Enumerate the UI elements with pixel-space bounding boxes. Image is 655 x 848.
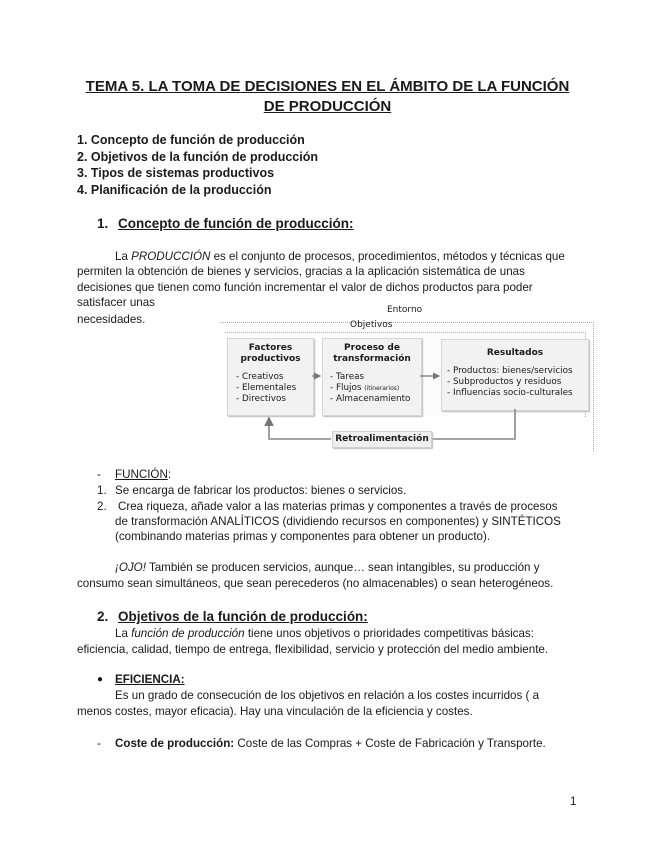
toc-item-4: 4. Planificación de la producción [77, 183, 272, 197]
coste-line [115, 737, 546, 750]
proceso-title-1: Proceso de [344, 343, 400, 353]
page-number: 1 [570, 795, 577, 808]
produccion-para-line-3: decisiones que tienen como función incrementar el valor de dichos productos para poder [77, 281, 533, 294]
page-title-line-1: TEMA 5. LA TOMA DE DECISIONES EN EL ÁMBITO DE LA FUNCIÓN [85, 78, 570, 95]
section-1-number: 1. [97, 216, 109, 231]
objetivos-line-1 [115, 627, 534, 640]
produccion-para-line-5: necesidades. [77, 313, 146, 326]
resultados-item: - Influencias socio-culturales [447, 388, 573, 398]
resultados-item: - Subproductos y residuos [447, 377, 562, 387]
proceso-item: - Tareas [330, 372, 365, 382]
proceso-title-2: transformación [333, 354, 411, 364]
toc-item-1: 1. Concepto de función de producción [77, 133, 305, 147]
para-lead: La [115, 250, 132, 263]
eficiencia-line-1: Es un grado de consecución de los objetivos en relación a los costes incurridos ( a [115, 689, 540, 702]
ojo-line-1 [115, 561, 540, 574]
coste-label: Coste de producción: [115, 737, 235, 750]
funcion-bullet: - [97, 468, 101, 481]
section-2-number: 2. [97, 609, 109, 624]
funcion-heading [115, 468, 171, 481]
flujos-note: (itinerarios) [364, 385, 400, 392]
coste-bullet: - [97, 737, 101, 750]
entorno-label: Entorno [387, 305, 423, 315]
feedback-line-left [269, 418, 331, 439]
ojo-line1-rest: También se producen servicios, aunque… sean intangibles, su producción y [148, 561, 540, 574]
section-1-title: Concepto de función de producción: [118, 216, 354, 231]
para-line1-rest: es el conjunto de procesos, procedimientos, métodos y técnicas que [213, 250, 565, 263]
eficiencia-heading: EFICIENCIA: [115, 673, 185, 686]
coste-text: Coste de las Compras + Coste de Fabricación y Transporte. [234, 737, 546, 750]
funcion-item-2-line-3: (combinando materias primas y componentes para obtener un producto). [115, 530, 491, 543]
ojo-term: ¡OJO! [115, 561, 146, 574]
funcion-item-1: Se encarga de fabricar los productos: bienes o servicios. [115, 484, 407, 497]
toc-item-3: 3. Tipos de sistemas productivos [77, 166, 275, 180]
funcion-item-2-line-2: de transformación ANALÍTICOS (dividiendo recursos en componentes) y SINTÉTICOS [115, 515, 561, 528]
section-2-title: Objetivos de la función de producción: [118, 609, 368, 624]
funcion-item-2-line-1: Crea riqueza, añade valor a las materias primas y componentes a través de procesos [118, 500, 558, 513]
page-title-line-2: DE PRODUCCIÓN [263, 98, 392, 115]
objetivos-label: Objetivos [350, 320, 393, 330]
eficiencia-bullet: ● [97, 674, 104, 685]
funcion-produccion-term: función de producción [131, 627, 245, 640]
resultados-title: Resultados [486, 348, 544, 358]
factores-item: - Directivos [236, 394, 286, 404]
objetivos-line-2: eficiencia, calidad, tiempo de entrega, flexibilidad, servicio y protección del medio ambiente. [77, 643, 549, 656]
feedback-line-right [432, 409, 515, 439]
produccion-para-line-4: satisfacer unas [77, 296, 155, 309]
objetivos-line1-rest: tiene unos objetivos o prioridades competitivas básicas: [247, 627, 534, 640]
funcion-label: FUNCIÓN [115, 468, 168, 481]
factores-item: - Creativos [236, 372, 284, 382]
proceso-item: - Almacenamiento [330, 394, 411, 404]
funcion-colon: : [167, 468, 172, 481]
eficiencia-line-2: menos costes, mayor eficacia). Hay una vinculación de la eficiencia y costes. [77, 705, 473, 718]
proceso-item-flujos-label: - Flujos [330, 383, 362, 393]
produccion-para-line-1 [115, 250, 565, 263]
funcion-item-1-number: 1. [97, 484, 107, 497]
factores-title-2: productivos [240, 354, 301, 364]
objetivos-lead: La [115, 627, 132, 640]
production-system-diagram [221, 305, 594, 452]
resultados-item: - Productos: bienes/servicios [447, 366, 573, 376]
funcion-item-2-number: 2. [97, 500, 107, 513]
ojo-line-2: consumo sean simultáneos, que sean perecederos (no almacenables) o sean heterogéneos. [77, 577, 554, 590]
toc-item-2: 2. Objetivos de la función de producción [77, 150, 319, 164]
section-2-heading [97, 609, 368, 624]
produccion-term: PRODUCCIÓN [131, 250, 211, 263]
factores-title-1: Factores [248, 343, 293, 353]
produccion-para-line-2: permiten la obtención de bienes y servicios, gracias a la aplicación sistemática de unas [77, 265, 525, 278]
section-1-heading [97, 216, 354, 231]
factores-item: - Elementales [236, 383, 297, 393]
retroalimentacion-box: Retroalimentación [332, 431, 432, 448]
